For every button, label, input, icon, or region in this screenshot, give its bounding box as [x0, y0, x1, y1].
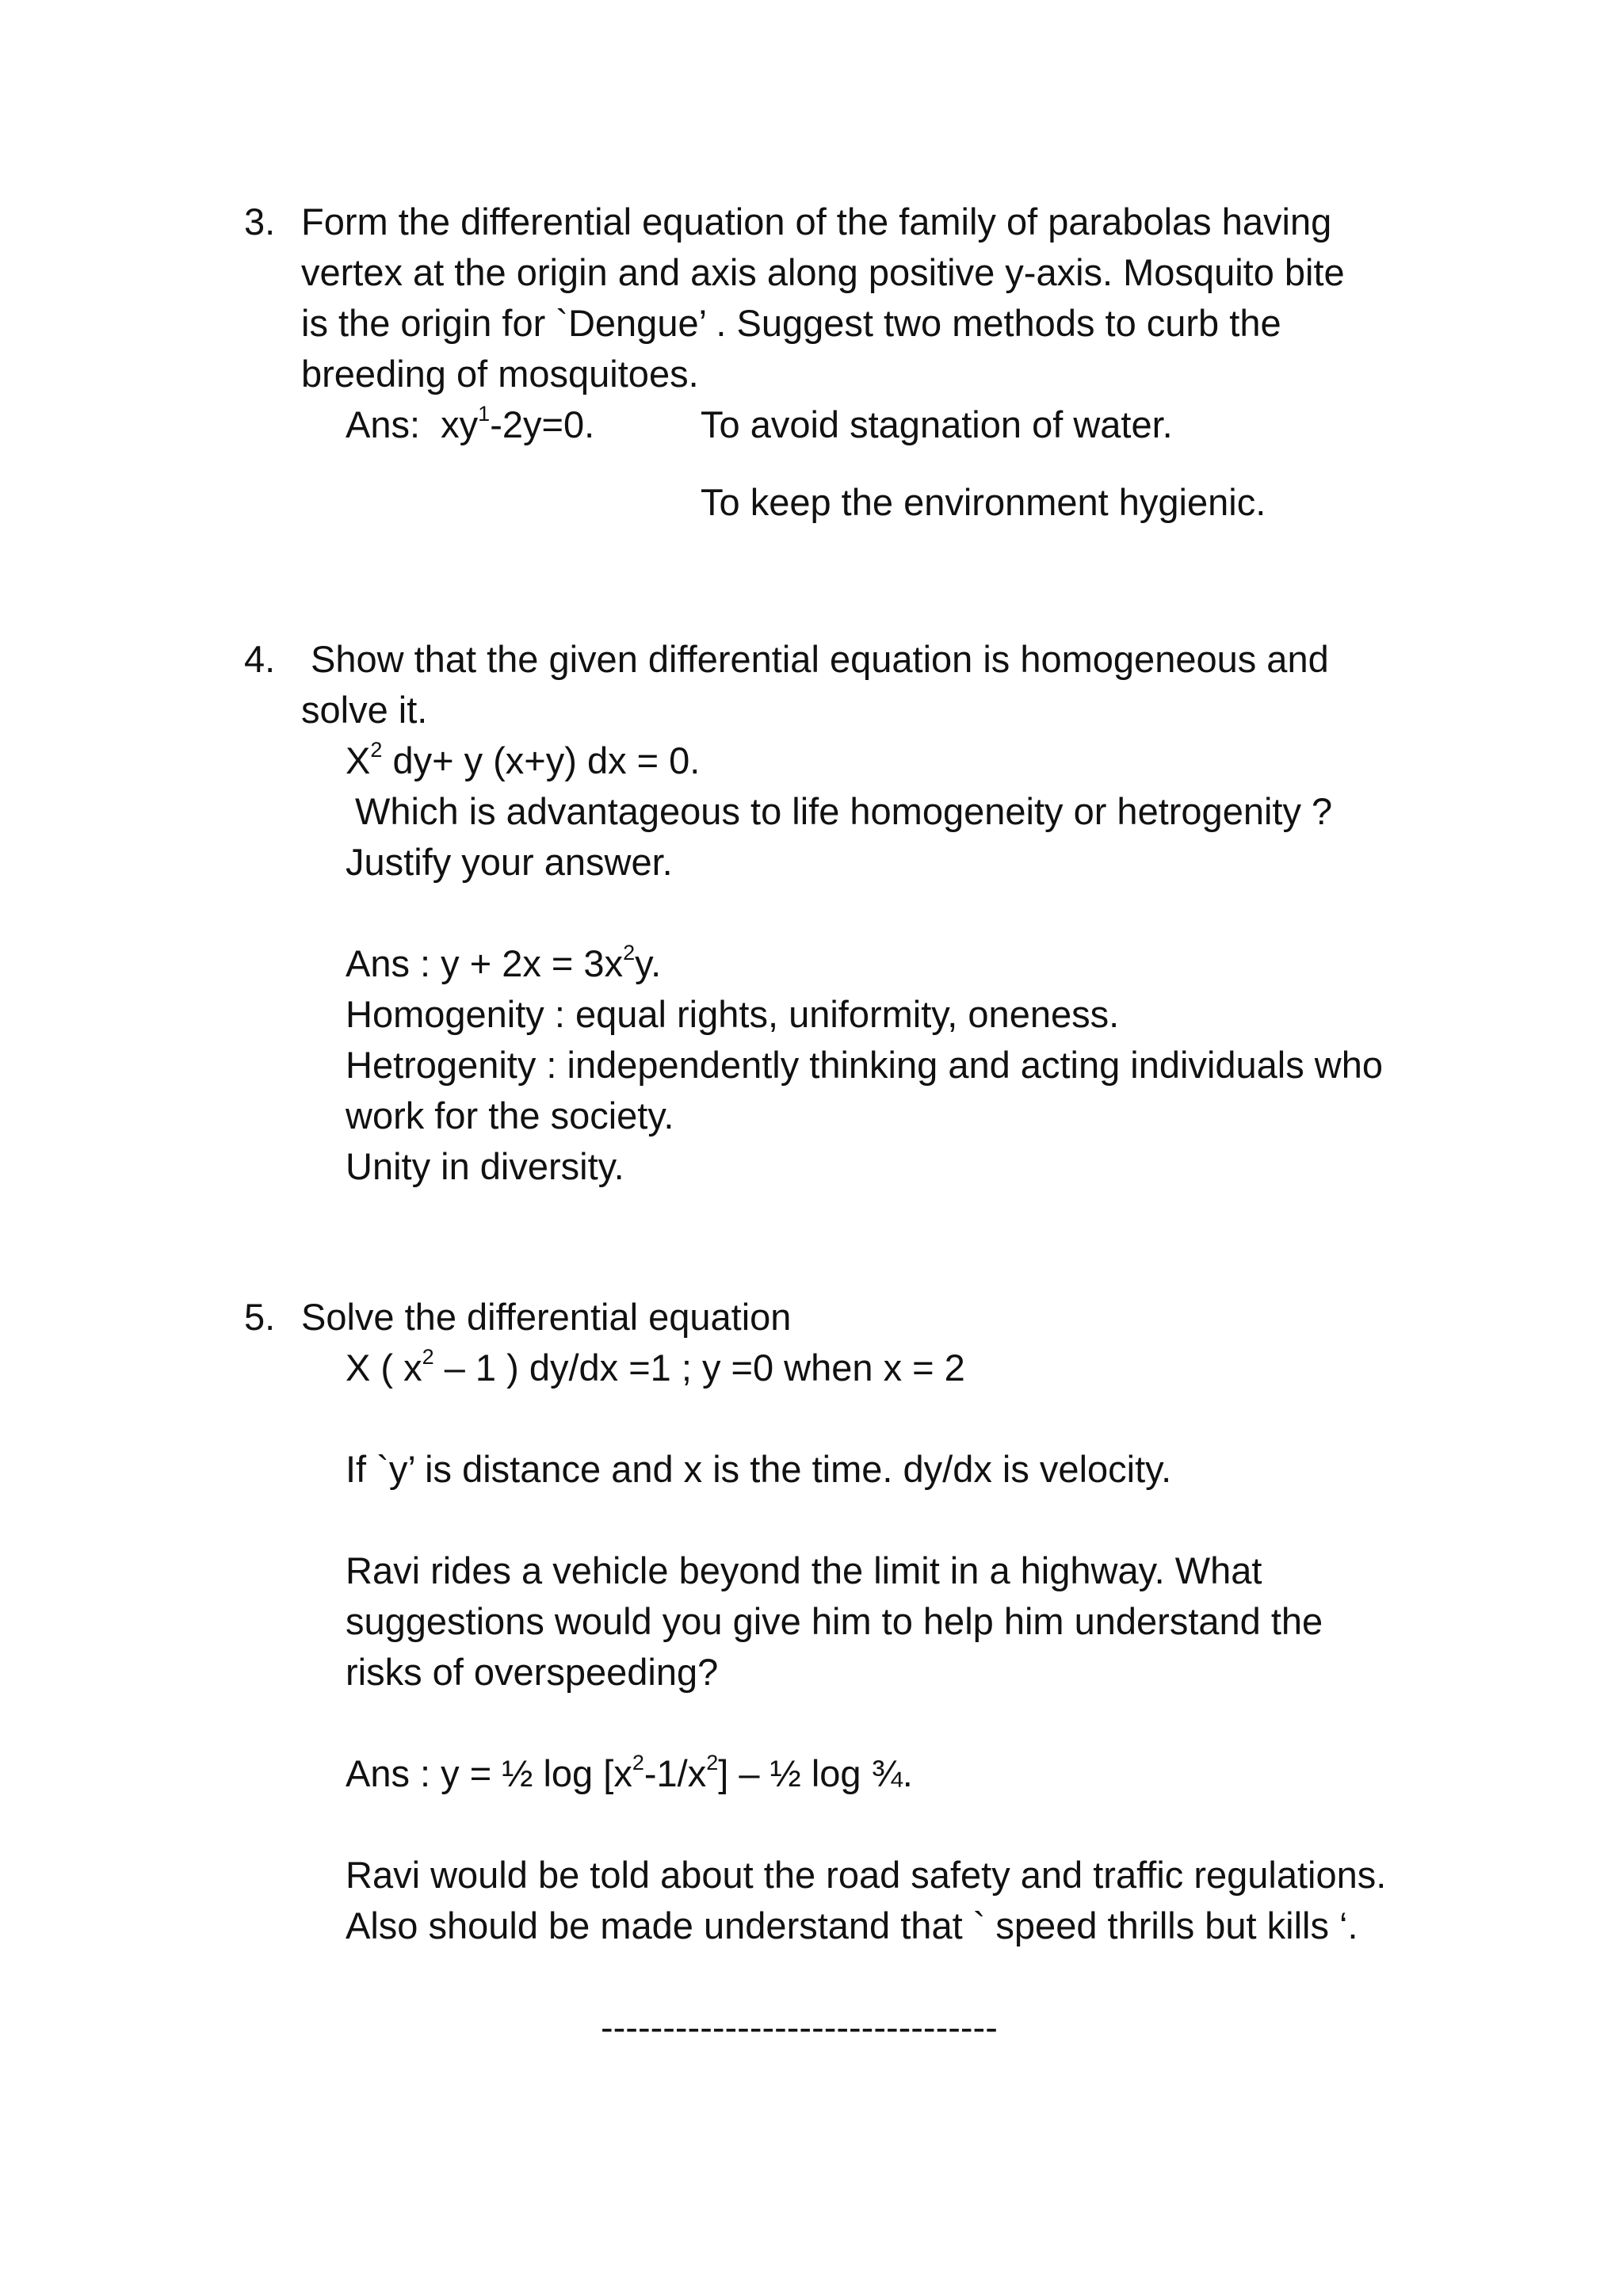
- value-question-line: Which is advantageous to life homogeneity or hetrogenity ?: [355, 790, 1333, 832]
- scenario-line: suggestions would you give him to help him understand the: [346, 1600, 1323, 1642]
- question-text-line: solve it.: [301, 689, 428, 731]
- answer-line: [346, 938, 661, 989]
- question-text-line: is the origin for `Dengue’ . Suggest two methods to curb the: [301, 302, 1281, 344]
- answer-mid: -1/x: [643, 1752, 707, 1794]
- superscript: 2: [370, 738, 383, 762]
- method-item: To avoid stagnation of water.: [701, 403, 1173, 445]
- superscript: 2: [422, 1345, 434, 1370]
- question-text-line: vertex at the origin and axis along positive y-axis. Mosquito bite: [301, 251, 1345, 293]
- question-number: 4.: [244, 638, 276, 680]
- superscript: 2: [706, 1751, 719, 1775]
- context-line: If `y’ is distance and x is the time. dy/dx is velocity.: [346, 1448, 1172, 1490]
- superscript: 1: [478, 402, 491, 426]
- equation-tail: – 1 ) dy/dx =1 ; y =0 when x = 2: [433, 1347, 965, 1389]
- answer-text-line: Hetrogenity : independently thinking and acting individuals who: [346, 1044, 1384, 1086]
- value-question-line: Justify your answer.: [346, 841, 673, 883]
- superscript: 2: [632, 1751, 644, 1775]
- answer-label: Ans:: [346, 403, 421, 445]
- answer-tail: y.: [635, 942, 662, 984]
- end-divider: --------------------------------: [601, 2006, 998, 2048]
- equation-tail: dy+ y (x+y) dx = 0.: [382, 739, 701, 781]
- answer-text-line: Homogenity : equal rights, uniformity, oneness.: [346, 993, 1120, 1035]
- answer-equation-base: xy: [441, 403, 479, 445]
- answer-tail: ] – ½ log ¾.: [718, 1752, 913, 1794]
- equation-base: X: [346, 739, 371, 781]
- equation-head: X ( x: [346, 1347, 422, 1389]
- answer-text-line: Unity in diversity.: [346, 1145, 624, 1187]
- scenario-line: risks of overspeeding?: [346, 1651, 719, 1693]
- answer-text-line: work for the society.: [346, 1095, 674, 1137]
- answer-head: Ans : y = ½ log [x: [346, 1752, 632, 1794]
- advice-line: Ravi would be told about the road safety and traffic regulations.: [346, 1854, 1387, 1896]
- question-number: 3.: [244, 201, 276, 243]
- scenario-line: Ravi rides a vehicle beyond the limit in a highway. What: [346, 1549, 1262, 1591]
- answer-line: [346, 399, 594, 450]
- answer-equation-tail: -2y=0.: [490, 403, 595, 445]
- method-item: To keep the environment hygienic.: [701, 481, 1266, 523]
- question-text-line: Form the differential equation of the family of parabolas having: [301, 201, 1332, 243]
- answer-head: Ans : y + 2x = 3x: [346, 942, 624, 984]
- question-number: 5.: [244, 1296, 276, 1338]
- advice-line: Also should be made understand that ` speed thrills but kills ‘.: [346, 1904, 1358, 1946]
- question-text-line: Solve the differential equation: [301, 1296, 792, 1338]
- superscript: 2: [623, 941, 636, 965]
- question-text-line: Show that the given differential equation is homogeneous and: [311, 638, 1329, 680]
- answer-line: [346, 1748, 913, 1799]
- equation-line: [346, 735, 700, 786]
- equation-line: [346, 1343, 965, 1393]
- question-text-line: breeding of mosquitoes.: [301, 353, 699, 395]
